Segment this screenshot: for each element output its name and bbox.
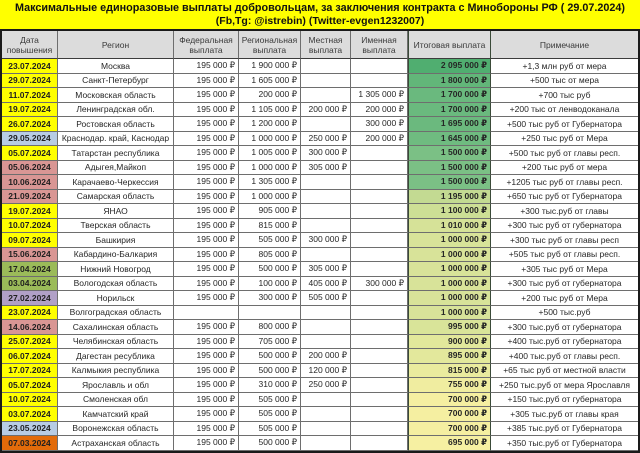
cell-region: Калмыкия республика bbox=[58, 364, 174, 379]
cell-local-payment: 200 000 ₽ bbox=[301, 349, 351, 364]
cell-nominal-payment bbox=[351, 262, 408, 277]
cell-regional-payment: 1 900 000 ₽ bbox=[239, 59, 301, 74]
cell-regional-payment: 505 000 ₽ bbox=[239, 393, 301, 408]
cell-regional-payment: 1 000 000 ₽ bbox=[239, 190, 301, 205]
cell-date: 29.05.2024 bbox=[2, 132, 58, 147]
cell-local-payment bbox=[301, 335, 351, 350]
cell-region: Смоленская обл bbox=[58, 393, 174, 408]
cell-date: 05.06.2024 bbox=[2, 161, 58, 176]
cell-regional-payment: 310 000 ₽ bbox=[239, 378, 301, 393]
cell-nominal-payment: 200 000 ₽ bbox=[351, 132, 408, 147]
cell-nominal-payment: 300 000 ₽ bbox=[351, 117, 408, 132]
cell-local-payment bbox=[301, 59, 351, 74]
cell-local-payment: 200 000 ₽ bbox=[301, 103, 351, 118]
cell-local-payment: 250 000 ₽ bbox=[301, 132, 351, 147]
cell-date: 14.06.2024 bbox=[2, 320, 58, 335]
cell-local-payment bbox=[301, 204, 351, 219]
cell-nominal-payment: 200 000 ₽ bbox=[351, 103, 408, 118]
cell-nominal-payment bbox=[351, 378, 408, 393]
cell-note: +300 тыс.руб от губернатора bbox=[491, 320, 638, 335]
cell-regional-payment: 500 000 ₽ bbox=[239, 436, 301, 451]
cell-date: 05.07.2024 bbox=[2, 378, 58, 393]
cell-regional-payment: 1 000 000 ₽ bbox=[239, 132, 301, 147]
col-header-nominal-payment: Именная выплата bbox=[351, 31, 408, 59]
cell-date: 07.03.2024 bbox=[2, 436, 58, 451]
cell-total-payment: 695 000 ₽ bbox=[408, 436, 491, 451]
cell-federal-payment: 195 000 ₽ bbox=[174, 74, 239, 89]
cell-total-payment: 1 645 000 ₽ bbox=[408, 132, 491, 147]
cell-federal-payment: 195 000 ₽ bbox=[174, 219, 239, 234]
cell-note: +350 тыс.руб от Губернатора bbox=[491, 436, 638, 451]
cell-federal-payment: 195 000 ₽ bbox=[174, 277, 239, 292]
cell-total-payment: 700 000 ₽ bbox=[408, 422, 491, 437]
cell-nominal-payment bbox=[351, 204, 408, 219]
cell-region: Московская область bbox=[58, 88, 174, 103]
cell-nominal-payment: 1 305 000 ₽ bbox=[351, 88, 408, 103]
cell-note: +400 тыс.руб от главы респ. bbox=[491, 349, 638, 364]
cell-date: 23.07.2024 bbox=[2, 306, 58, 321]
cell-federal-payment: 195 000 ₽ bbox=[174, 436, 239, 451]
cell-regional-payment: 300 000 ₽ bbox=[239, 291, 301, 306]
cell-note: +500 тыс руб от главы респ. bbox=[491, 146, 638, 161]
cell-date: 17.04.2024 bbox=[2, 262, 58, 277]
title-band bbox=[0, 0, 640, 29]
cell-local-payment: 300 000 ₽ bbox=[301, 146, 351, 161]
cell-regional-payment: 1 200 000 ₽ bbox=[239, 117, 301, 132]
cell-local-payment bbox=[301, 175, 351, 190]
cell-regional-payment: 800 000 ₽ bbox=[239, 320, 301, 335]
cell-nominal-payment bbox=[351, 219, 408, 234]
cell-date: 10.07.2024 bbox=[2, 393, 58, 408]
cell-total-payment: 1 100 000 ₽ bbox=[408, 204, 491, 219]
cell-nominal-payment bbox=[351, 291, 408, 306]
cell-note: +500 тыс от мера bbox=[491, 74, 638, 89]
cell-region: Сахалинская область bbox=[58, 320, 174, 335]
cell-date: 15.06.2024 bbox=[2, 248, 58, 263]
cell-total-payment: 1 000 000 ₽ bbox=[408, 262, 491, 277]
cell-region: Ярославль и обл bbox=[58, 378, 174, 393]
cell-nominal-payment bbox=[351, 190, 408, 205]
cell-date: 27.02.2024 bbox=[2, 291, 58, 306]
cell-nominal-payment bbox=[351, 393, 408, 408]
cell-total-payment: 1 500 000 ₽ bbox=[408, 146, 491, 161]
cell-regional-payment: 815 000 ₽ bbox=[239, 219, 301, 234]
table-title: Максимальные единоразовые выплаты добровольцам, за заключения контракта с Минобороны РФ ( 29.07.2024) bbox=[15, 1, 625, 14]
cell-note: +700 тыс руб bbox=[491, 88, 638, 103]
cell-note: +200 тыс руб от Мера bbox=[491, 291, 638, 306]
cell-nominal-payment bbox=[351, 422, 408, 437]
cell-note: +250 тыс.руб от мера Ярославля bbox=[491, 378, 638, 393]
cell-total-payment: 700 000 ₽ bbox=[408, 407, 491, 422]
cell-region: Астраханская область bbox=[58, 436, 174, 451]
cell-federal-payment: 195 000 ₽ bbox=[174, 393, 239, 408]
cell-total-payment: 1 010 000 ₽ bbox=[408, 219, 491, 234]
col-header-total-payment: Итоговая выплата bbox=[408, 31, 491, 59]
cell-note: +250 тыс руб от Мера bbox=[491, 132, 638, 147]
cell-total-payment: 1 700 000 ₽ bbox=[408, 88, 491, 103]
cell-total-payment: 900 000 ₽ bbox=[408, 335, 491, 350]
cell-region: Башкирия bbox=[58, 233, 174, 248]
cell-local-payment bbox=[301, 74, 351, 89]
cell-regional-payment: 1 105 000 ₽ bbox=[239, 103, 301, 118]
cell-federal-payment: 195 000 ₽ bbox=[174, 117, 239, 132]
cell-federal-payment: 195 000 ₽ bbox=[174, 204, 239, 219]
cell-nominal-payment bbox=[351, 175, 408, 190]
cell-federal-payment: 195 000 ₽ bbox=[174, 190, 239, 205]
cell-date: 09.07.2024 bbox=[2, 233, 58, 248]
cell-nominal-payment bbox=[351, 436, 408, 451]
cell-federal-payment: 195 000 ₽ bbox=[174, 88, 239, 103]
cell-date: 03.04.2024 bbox=[2, 277, 58, 292]
cell-date: 19.07.2024 bbox=[2, 103, 58, 118]
cell-federal-payment: 195 000 ₽ bbox=[174, 233, 239, 248]
cell-federal-payment: 195 000 ₽ bbox=[174, 132, 239, 147]
cell-region: Санкт-Петербург bbox=[58, 74, 174, 89]
cell-local-payment: 300 000 ₽ bbox=[301, 233, 351, 248]
cell-date: 19.07.2024 bbox=[2, 204, 58, 219]
cell-regional-payment: 705 000 ₽ bbox=[239, 335, 301, 350]
cell-note: +385 тыс.руб от Губернатора bbox=[491, 422, 638, 437]
cell-total-payment: 1 000 000 ₽ bbox=[408, 306, 491, 321]
cell-total-payment: 1 000 000 ₽ bbox=[408, 233, 491, 248]
cell-date: 10.07.2024 bbox=[2, 219, 58, 234]
cell-local-payment bbox=[301, 117, 351, 132]
cell-local-payment bbox=[301, 248, 351, 263]
cell-local-payment bbox=[301, 190, 351, 205]
cell-note: +400 тыс.руб от губернатора bbox=[491, 335, 638, 350]
cell-nominal-payment bbox=[351, 233, 408, 248]
cell-nominal-payment bbox=[351, 335, 408, 350]
cell-local-payment bbox=[301, 219, 351, 234]
cell-note: +1205 тыс руб от главы респ. bbox=[491, 175, 638, 190]
cell-region: Воронежская область bbox=[58, 422, 174, 437]
cell-region: Кабардино-Балкария bbox=[58, 248, 174, 263]
cell-note: +1,3 млн руб от мера bbox=[491, 59, 638, 74]
cell-region: Самарская область bbox=[58, 190, 174, 205]
cell-date: 25.07.2024 bbox=[2, 335, 58, 350]
cell-regional-payment: 1 000 000 ₽ bbox=[239, 161, 301, 176]
cell-regional-payment: 100 000 ₽ bbox=[239, 277, 301, 292]
cell-region: Челябинская область bbox=[58, 335, 174, 350]
cell-note: +505 тыс руб от главы респ. bbox=[491, 248, 638, 263]
col-header-date: Дата повышения bbox=[2, 31, 58, 59]
cell-regional-payment: 1 005 000 ₽ bbox=[239, 146, 301, 161]
cell-local-payment bbox=[301, 422, 351, 437]
cell-nominal-payment bbox=[351, 306, 408, 321]
cell-nominal-payment bbox=[351, 161, 408, 176]
col-header-region: Регион bbox=[58, 31, 174, 59]
cell-regional-payment: 500 000 ₽ bbox=[239, 262, 301, 277]
cell-federal-payment: 195 000 ₽ bbox=[174, 262, 239, 277]
cell-total-payment: 1 500 000 ₽ bbox=[408, 175, 491, 190]
cell-region: Москва bbox=[58, 59, 174, 74]
cell-note: +200 тыс от ленводоканала bbox=[491, 103, 638, 118]
cell-federal-payment: 195 000 ₽ bbox=[174, 335, 239, 350]
cell-total-payment: 2 095 000 ₽ bbox=[408, 59, 491, 74]
cell-region: Адыгея,Майкоп bbox=[58, 161, 174, 176]
cell-total-payment: 995 000 ₽ bbox=[408, 320, 491, 335]
cell-date: 29.07.2024 bbox=[2, 74, 58, 89]
cell-total-payment: 1 000 000 ₽ bbox=[408, 248, 491, 263]
cell-federal-payment: 195 000 ₽ bbox=[174, 364, 239, 379]
col-header-federal-payment: Федеральная выплата bbox=[174, 31, 239, 59]
cell-local-payment: 505 000 ₽ bbox=[301, 291, 351, 306]
cell-region: Ростовская область bbox=[58, 117, 174, 132]
cell-regional-payment: 200 000 ₽ bbox=[239, 88, 301, 103]
cell-nominal-payment bbox=[351, 364, 408, 379]
cell-local-payment: 305 000 ₽ bbox=[301, 161, 351, 176]
cell-nominal-payment: 300 000 ₽ bbox=[351, 277, 408, 292]
cell-date: 21.09.2024 bbox=[2, 190, 58, 205]
cell-region: ЯНАО bbox=[58, 204, 174, 219]
cell-federal-payment: 195 000 ₽ bbox=[174, 248, 239, 263]
cell-nominal-payment bbox=[351, 59, 408, 74]
cell-region: Норильск bbox=[58, 291, 174, 306]
cell-local-payment bbox=[301, 306, 351, 321]
cell-federal-payment: 195 000 ₽ bbox=[174, 378, 239, 393]
cell-total-payment: 755 000 ₽ bbox=[408, 378, 491, 393]
cell-federal-payment: 195 000 ₽ bbox=[174, 349, 239, 364]
cell-note: +300 тыс руб от губернатора bbox=[491, 277, 638, 292]
cell-local-payment bbox=[301, 407, 351, 422]
cell-regional-payment: 805 000 ₽ bbox=[239, 248, 301, 263]
cell-federal-payment: 195 000 ₽ bbox=[174, 161, 239, 176]
cell-total-payment: 1 700 000 ₽ bbox=[408, 103, 491, 118]
cell-local-payment: 120 000 ₽ bbox=[301, 364, 351, 379]
cell-note: +305 тыс.руб от главы края bbox=[491, 407, 638, 422]
cell-date: 17.07.2024 bbox=[2, 364, 58, 379]
col-header-regional-payment: Региональная выплата bbox=[239, 31, 301, 59]
cell-total-payment: 700 000 ₽ bbox=[408, 393, 491, 408]
cell-note: +650 тыс руб от Губернатора bbox=[491, 190, 638, 205]
cell-region: Карачаево-Черкессия bbox=[58, 175, 174, 190]
cell-date: 10.06.2024 bbox=[2, 175, 58, 190]
cell-local-payment: 250 000 ₽ bbox=[301, 378, 351, 393]
cell-total-payment: 1 800 000 ₽ bbox=[408, 74, 491, 89]
cell-note: +500 тыс руб от Губернатора bbox=[491, 117, 638, 132]
cell-regional-payment: 505 000 ₽ bbox=[239, 407, 301, 422]
cell-federal-payment: 195 000 ₽ bbox=[174, 291, 239, 306]
col-header-local-payment: Местная выплата bbox=[301, 31, 351, 59]
cell-federal-payment: 195 000 ₽ bbox=[174, 422, 239, 437]
cell-nominal-payment bbox=[351, 320, 408, 335]
cell-date: 06.07.2024 bbox=[2, 349, 58, 364]
cell-region: Тверская область bbox=[58, 219, 174, 234]
cell-note: +300 тыс руб от губернатора bbox=[491, 219, 638, 234]
cell-local-payment: 305 000 ₽ bbox=[301, 262, 351, 277]
cell-regional-payment bbox=[239, 306, 301, 321]
cell-note: +305 тыс руб от Мера bbox=[491, 262, 638, 277]
cell-regional-payment: 1 305 000 ₽ bbox=[239, 175, 301, 190]
cell-regional-payment: 505 000 ₽ bbox=[239, 233, 301, 248]
cell-local-payment bbox=[301, 88, 351, 103]
cell-note: +500 тыс.руб bbox=[491, 306, 638, 321]
cell-region: Волгоградская область bbox=[58, 306, 174, 321]
cell-regional-payment: 1 605 000 ₽ bbox=[239, 74, 301, 89]
cell-date: 11.07.2024 bbox=[2, 88, 58, 103]
cell-regional-payment: 500 000 ₽ bbox=[239, 349, 301, 364]
cell-total-payment: 1 195 000 ₽ bbox=[408, 190, 491, 205]
cell-region: Дагестан ресублика bbox=[58, 349, 174, 364]
cell-nominal-payment bbox=[351, 146, 408, 161]
cell-nominal-payment bbox=[351, 407, 408, 422]
col-header-note: Примечание bbox=[491, 31, 638, 59]
cell-nominal-payment bbox=[351, 74, 408, 89]
payments-table bbox=[0, 29, 640, 453]
cell-local-payment bbox=[301, 393, 351, 408]
cell-federal-payment: 195 000 ₽ bbox=[174, 103, 239, 118]
cell-region: Краснодар. край, Каснодар bbox=[58, 132, 174, 147]
cell-date: 05.07.2024 bbox=[2, 146, 58, 161]
cell-total-payment: 895 000 ₽ bbox=[408, 349, 491, 364]
cell-region: Ленинградская обл. bbox=[58, 103, 174, 118]
cell-date: 03.07.2024 bbox=[2, 407, 58, 422]
cell-local-payment bbox=[301, 436, 351, 451]
cell-regional-payment: 500 000 ₽ bbox=[239, 364, 301, 379]
cell-nominal-payment bbox=[351, 349, 408, 364]
cell-regional-payment: 505 000 ₽ bbox=[239, 422, 301, 437]
cell-note: +65 тыс руб от местной власти bbox=[491, 364, 638, 379]
cell-note: +300 тыс.руб от главы bbox=[491, 204, 638, 219]
cell-date: 23.07.2024 bbox=[2, 59, 58, 74]
cell-note: +300 тыс руб от главы респ bbox=[491, 233, 638, 248]
cell-federal-payment: 195 000 ₽ bbox=[174, 320, 239, 335]
cell-date: 23.05.2024 bbox=[2, 422, 58, 437]
cell-region: Камчатский край bbox=[58, 407, 174, 422]
table-subtitle: (Fb,Tg: @istrebin) (Twitter-evgen1232007) bbox=[215, 14, 425, 27]
cell-federal-payment: 195 000 ₽ bbox=[174, 59, 239, 74]
cell-federal-payment: 195 000 ₽ bbox=[174, 175, 239, 190]
cell-note: +200 тыс руб от мера bbox=[491, 161, 638, 176]
cell-federal-payment: 195 000 ₽ bbox=[174, 407, 239, 422]
cell-region: Нижний Новогрод bbox=[58, 262, 174, 277]
cell-federal-payment bbox=[174, 306, 239, 321]
cell-note: +150 тыс.руб от губернатора bbox=[491, 393, 638, 408]
cell-region: Вологодская область bbox=[58, 277, 174, 292]
cell-date: 26.07.2024 bbox=[2, 117, 58, 132]
cell-total-payment: 1 695 000 ₽ bbox=[408, 117, 491, 132]
cell-nominal-payment bbox=[351, 248, 408, 263]
cell-local-payment: 405 000 ₽ bbox=[301, 277, 351, 292]
cell-local-payment bbox=[301, 320, 351, 335]
cell-total-payment: 1 500 000 ₽ bbox=[408, 161, 491, 176]
cell-total-payment: 1 000 000 ₽ bbox=[408, 291, 491, 306]
cell-federal-payment: 195 000 ₽ bbox=[174, 146, 239, 161]
cell-total-payment: 815 000 ₽ bbox=[408, 364, 491, 379]
cell-total-payment: 1 000 000 ₽ bbox=[408, 277, 491, 292]
cell-region: Татарстан республика bbox=[58, 146, 174, 161]
cell-regional-payment: 905 000 ₽ bbox=[239, 204, 301, 219]
